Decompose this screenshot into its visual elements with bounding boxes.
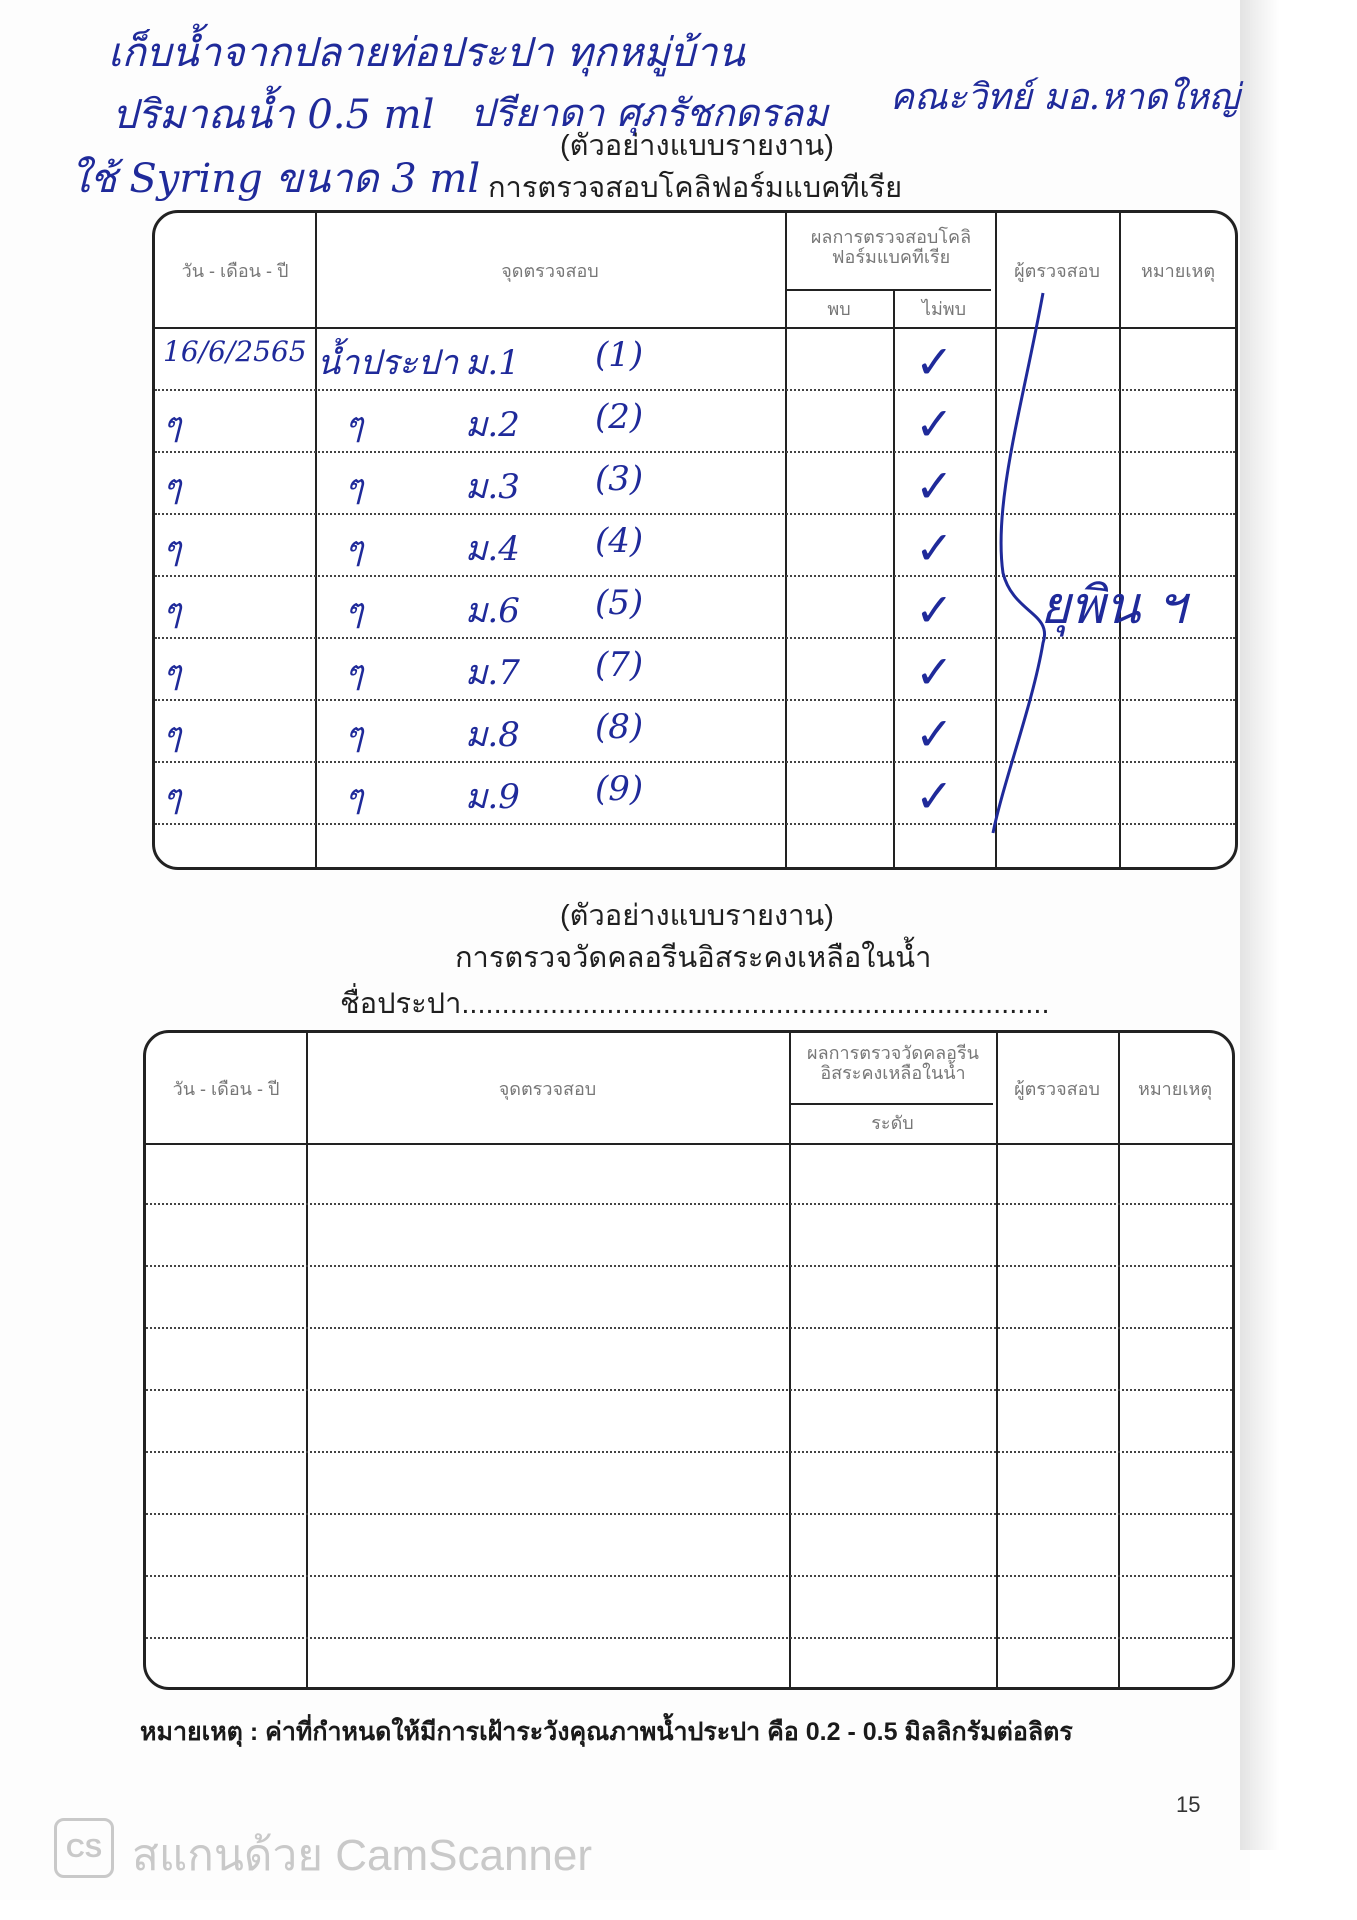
coliform-cell-source: ๆ [345,467,364,507]
empty-row-rule [146,1203,1232,1205]
coliform-cell-not-found: ✓ [915,521,954,575]
header-found: พบ [827,299,851,319]
signature-stroke [983,283,1073,843]
header-location: จุดตรวจสอบ [501,261,599,281]
coliform-cell-village: ม.1 [465,343,520,383]
chlorine-report-title: การตรวจวัดคลอรีนอิสระคงเหลือในน้ำ [455,942,932,974]
footnote: หมายเหตุ : ค่าที่กำหนดให้มีการเฝ้าระวังคุณภาพน้ำประปา คือ 0.2 - 0.5 มิลลิกรัมต่อลิตร [140,1718,1073,1746]
table-divider [1119,213,1121,867]
camscanner-logo-icon: CS [54,1818,114,1878]
handwritten-note-affiliation: คณะวิทย์ มอ.หาดใหญ่ [890,77,1240,118]
coliform-cell-village: ม.9 [465,777,520,817]
table-header-rule [155,327,1235,329]
coliform-cell-date: 16/6/2565 [163,335,307,368]
header-remark: หมายเหตุ [1137,1079,1213,1099]
row-rule [155,513,1235,515]
table-divider [1118,1033,1120,1687]
coliform-cell-not-found: ✓ [915,707,954,761]
page-edge-shadow [1240,0,1280,1850]
table-divider [315,213,317,867]
coliform-cell-village: ม.6 [465,591,520,631]
coliform-cell-date: ๆ [163,653,182,693]
empty-row-rule [146,1637,1232,1639]
header-inspector: ผู้ตรวจสอบ [1014,1079,1100,1099]
chlorine-report-subtitle: (ตัวอย่างแบบรายงาน) [560,900,834,932]
coliform-report-subtitle: (ตัวอย่างแบบรายงาน) [560,130,834,162]
empty-row-rule [146,1575,1232,1577]
row-rule [155,823,1235,825]
coliform-cell-date: ๆ [163,467,182,507]
table-divider [996,1033,998,1687]
coliform-cell-no: (3) [595,459,644,499]
coliform-cell-date: ๆ [163,529,182,569]
handwritten-note-name: ปรียาดา ศุภรัชกดรลม [470,91,829,135]
header-remark: หมายเหตุ [1140,261,1216,281]
coliform-cell-source: ๆ [345,777,364,817]
table-divider [306,1033,308,1687]
camscanner-watermark: สแกนด้วย CamScanner [132,1831,593,1880]
coliform-cell-not-found: ✓ [915,583,954,637]
coliform-cell-date: ๆ [163,591,182,631]
row-rule [155,699,1235,701]
coliform-cell-not-found: ✓ [915,335,954,389]
chlorine-table [143,1030,1235,1690]
header-result: ผลการตรวจสอบโคลิฟอร์มแบคทีเรีย [810,227,972,267]
coliform-cell-not-found: ✓ [915,645,954,699]
header-date: วัน - เดือน - ปี [181,261,289,281]
coliform-cell-date: ๆ [163,715,182,755]
header-date: วัน - เดือน - ปี [172,1079,280,1099]
row-rule [155,761,1235,763]
coliform-cell-village: ม.3 [465,467,520,507]
row-rule [155,451,1235,453]
header-location: จุดตรวจสอบ [498,1079,597,1099]
table-header-subrule [789,1103,993,1105]
coliform-cell-date: ๆ [163,405,182,445]
coliform-cell-source: ๆ [345,405,364,445]
empty-row-rule [146,1327,1232,1329]
header-not-found: ไม่พบ [921,299,967,319]
coliform-cell-no: (7) [595,645,644,685]
coliform-cell-source: ๆ [345,591,364,631]
coliform-report-title: การตรวจสอบโคลิฟอร์มแบคทีเรีย [488,172,903,204]
table-divider [893,289,895,867]
empty-row-rule [146,1265,1232,1267]
coliform-cell-village: ม.8 [465,715,520,755]
coliform-cell-source: ๆ [345,529,364,569]
coliform-cell-village: ม.4 [465,529,520,569]
coliform-cell-no: (1) [595,335,644,375]
row-rule [155,389,1235,391]
coliform-cell-not-found: ✓ [915,769,954,823]
coliform-cell-not-found: ✓ [915,459,954,513]
coliform-cell-village: ม.7 [465,653,520,693]
empty-row-rule [146,1513,1232,1515]
coliform-table [152,210,1238,870]
table-header-rule [146,1143,1232,1145]
coliform-cell-no: (5) [595,583,644,623]
coliform-cell-village: ม.2 [465,405,520,445]
water-supply-name-field: ชื่อประปา......................................................................... [340,988,1050,1020]
handwritten-note-volume: ปริมาณน้ำ 0.5 ml [112,92,435,138]
coliform-cell-no: (4) [595,521,644,561]
coliform-cell-source: น้ำประปา [317,343,459,383]
coliform-cell-not-found: ✓ [915,397,954,451]
empty-row-rule [146,1451,1232,1453]
header-result: ผลการตรวจวัดคลอรีนอิสระคงเหลือในน้ำ [807,1043,979,1083]
coliform-cell-no: (8) [595,707,644,747]
coliform-cell-date: ๆ [163,777,182,817]
coliform-cell-source: ๆ [345,653,364,693]
header-inspector: ผู้ตรวจสอบ [1014,261,1100,281]
handwritten-note-sampling: เก็บน้ำจากปลายท่อประปา ทุกหมู่บ้าน [108,30,745,76]
coliform-cell-no: (9) [595,769,644,809]
page-number: 15 [1176,1792,1201,1817]
table-header-subrule [785,289,991,291]
coliform-cell-source: ๆ [345,715,364,755]
handwritten-note-syringe: ใช้ Syring ขนาด 3 ml [70,156,481,202]
empty-row-rule [146,1389,1232,1391]
inspector-signature: ยุพิน ฯ [1040,576,1187,636]
coliform-cell-no: (2) [595,397,644,437]
header-level: ระดับ [871,1113,914,1133]
